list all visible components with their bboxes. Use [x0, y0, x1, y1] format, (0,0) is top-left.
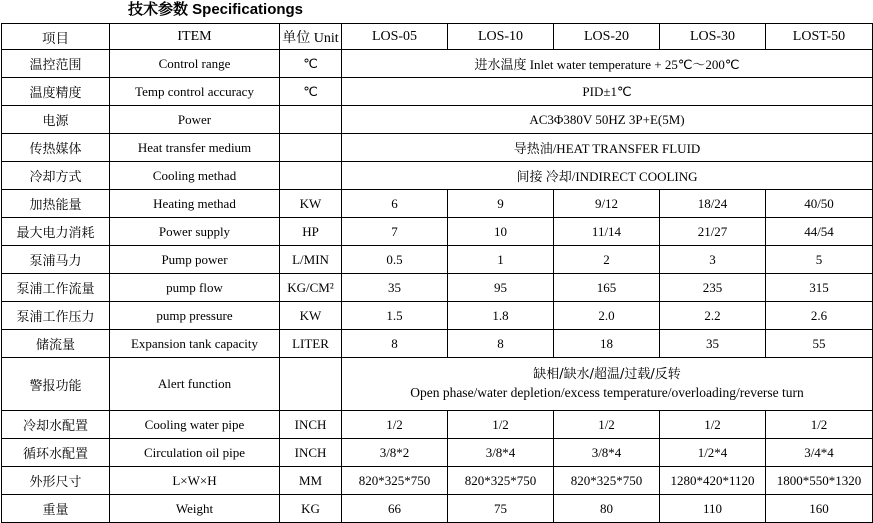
row-value: 95 — [448, 274, 554, 302]
row-label-cn: 外形尺寸 — [2, 467, 110, 495]
row-unit: KG — [280, 495, 342, 523]
row-label-en: Circulation oil pipe — [110, 439, 280, 467]
row-label-cn: 最大电力消耗 — [2, 218, 110, 246]
row-value: 10 — [448, 218, 554, 246]
row-value: 1/2 — [554, 411, 660, 439]
row-label-en: Cooling water pipe — [110, 411, 280, 439]
row-value: 1 — [448, 246, 554, 274]
row-value: 3/8*2 — [342, 439, 448, 467]
row-unit: KW — [280, 190, 342, 218]
row-value: 21/27 — [660, 218, 766, 246]
row-label-cn: 泵浦工作流量 — [2, 274, 110, 302]
row-label-cn: 警报功能 — [2, 358, 110, 411]
table-row — [2, 218, 873, 246]
row-label-en: Heating methad — [110, 190, 280, 218]
row-label-cn: 电源 — [2, 106, 110, 134]
row-label-cn: 储流量 — [2, 330, 110, 358]
specifications-table — [1, 23, 873, 523]
row-value: 1/2 — [448, 411, 554, 439]
row-value: 0.5 — [342, 246, 448, 274]
table-row — [2, 246, 873, 274]
alert-line-english: Open phase/water depletion/excess temperature/overloading/reverse turn — [410, 384, 804, 400]
table-row — [2, 439, 873, 467]
row-label-en: pump pressure — [110, 302, 280, 330]
row-label-en: Alert function — [110, 358, 280, 411]
row-value: 1.8 — [448, 302, 554, 330]
table-row — [2, 467, 873, 495]
row-value: 3/4*4 — [766, 439, 873, 467]
row-value-merged: 导热油/HEAT TRANSFER FLUID — [342, 134, 873, 162]
row-label-cn: 循环水配置 — [2, 439, 110, 467]
table-row — [2, 330, 873, 358]
row-label-en: Weight — [110, 495, 280, 523]
table-row — [2, 106, 873, 134]
row-label-en: Temp control accuracy — [110, 78, 280, 106]
row-value: 66 — [342, 495, 448, 523]
header-model-los-05: LOS-05 — [342, 24, 448, 50]
table-row — [2, 50, 873, 78]
row-value: 8 — [448, 330, 554, 358]
row-value: 1/2 — [342, 411, 448, 439]
row-value: 1800*550*1320 — [766, 467, 873, 495]
row-label-en: L×W×H — [110, 467, 280, 495]
row-value: 35 — [342, 274, 448, 302]
row-value: 1/2*4 — [660, 439, 766, 467]
row-value: 1/2 — [660, 411, 766, 439]
table-row — [2, 495, 873, 523]
row-unit — [280, 134, 342, 162]
row-label-cn: 冷却方式 — [2, 162, 110, 190]
row-unit: KG/CM² — [280, 274, 342, 302]
row-value-merged: 进水温度 Inlet water temperature + 25℃～200℃ — [342, 50, 873, 78]
row-value: 75 — [448, 495, 554, 523]
table-row — [2, 302, 873, 330]
row-value: 235 — [660, 274, 766, 302]
row-value-merged: 间接 冷却/INDIRECT COOLING — [342, 162, 873, 190]
row-value: 35 — [660, 330, 766, 358]
table-row — [2, 162, 873, 190]
row-value: 1.5 — [342, 302, 448, 330]
row-unit: MM — [280, 467, 342, 495]
header-model-los-20: LOS-20 — [554, 24, 660, 50]
row-value: 2.6 — [766, 302, 873, 330]
row-label-en: Expansion tank capacity — [110, 330, 280, 358]
row-value-merged: PID±1℃ — [342, 78, 873, 106]
row-unit — [280, 358, 342, 411]
row-unit: KW — [280, 302, 342, 330]
row-value-merged — [342, 358, 873, 411]
row-unit — [280, 106, 342, 134]
row-label-cn: 温度精度 — [2, 78, 110, 106]
row-label-cn: 加热能量 — [2, 190, 110, 218]
row-unit: LITER — [280, 330, 342, 358]
row-value: 2.2 — [660, 302, 766, 330]
row-value: 1/2 — [766, 411, 873, 439]
row-unit: ℃ — [280, 78, 342, 106]
header-unit: 单位 Unit — [280, 24, 342, 50]
row-value: 44/54 — [766, 218, 873, 246]
row-value: 820*325*750 — [448, 467, 554, 495]
row-label-cn: 重量 — [2, 495, 110, 523]
row-value: 11/14 — [554, 218, 660, 246]
row-label-en: Power — [110, 106, 280, 134]
row-value: 165 — [554, 274, 660, 302]
row-value: 5 — [766, 246, 873, 274]
header-model-los-10: LOS-10 — [448, 24, 554, 50]
row-unit: HP — [280, 218, 342, 246]
row-value: 3/8*4 — [448, 439, 554, 467]
row-value: 2 — [554, 246, 660, 274]
row-unit: ℃ — [280, 50, 342, 78]
row-value: 40/50 — [766, 190, 873, 218]
row-label-cn: 泵浦马力 — [2, 246, 110, 274]
row-value: 110 — [660, 495, 766, 523]
table-row — [2, 411, 873, 439]
row-label-cn: 冷却水配置 — [2, 411, 110, 439]
header-model-los-30: LOS-30 — [660, 24, 766, 50]
row-value: 160 — [766, 495, 873, 523]
row-value: 3/8*4 — [554, 439, 660, 467]
row-unit — [280, 162, 342, 190]
row-unit: INCH — [280, 439, 342, 467]
row-label-en: Pump power — [110, 246, 280, 274]
table-row — [2, 190, 873, 218]
row-label-en: pump flow — [110, 274, 280, 302]
row-value: 8 — [342, 330, 448, 358]
row-value: 3 — [660, 246, 766, 274]
row-value: 6 — [342, 190, 448, 218]
row-label-cn: 泵浦工作压力 — [2, 302, 110, 330]
row-value: 18 — [554, 330, 660, 358]
row-value-merged: AC3Φ380V 50HZ 3P+E(5M) — [342, 106, 873, 134]
alert-line-chinese: 缺相/缺水/超温/过载/反转 — [533, 367, 681, 383]
row-label-en: Cooling methad — [110, 162, 280, 190]
header-item-en: ITEM — [110, 24, 280, 50]
page-title: 技术参数 Specificationgs — [128, 1, 304, 18]
row-label-en: Power supply — [110, 218, 280, 246]
row-unit: INCH — [280, 411, 342, 439]
row-value: 55 — [766, 330, 873, 358]
row-value: 1280*420*1120 — [660, 467, 766, 495]
row-value: 9/12 — [554, 190, 660, 218]
table-header-row — [2, 24, 873, 50]
table-row — [2, 78, 873, 106]
header-model-lost-50: LOST-50 — [766, 24, 873, 50]
header-item-cn: 项目 — [2, 24, 110, 50]
row-value: 820*325*750 — [342, 467, 448, 495]
table-row — [2, 274, 873, 302]
table-row — [2, 134, 873, 162]
row-label-cn: 传热媒体 — [2, 134, 110, 162]
row-value: 18/24 — [660, 190, 766, 218]
table-row — [2, 358, 873, 411]
row-unit: L/MIN — [280, 246, 342, 274]
row-value: 820*325*750 — [554, 467, 660, 495]
row-value: 7 — [342, 218, 448, 246]
row-label-en: Heat transfer medium — [110, 134, 280, 162]
row-value: 9 — [448, 190, 554, 218]
row-label-en: Control range — [110, 50, 280, 78]
row-label-cn: 温控范围 — [2, 50, 110, 78]
row-value: 80 — [554, 495, 660, 523]
row-value: 2.0 — [554, 302, 660, 330]
row-value: 315 — [766, 274, 873, 302]
